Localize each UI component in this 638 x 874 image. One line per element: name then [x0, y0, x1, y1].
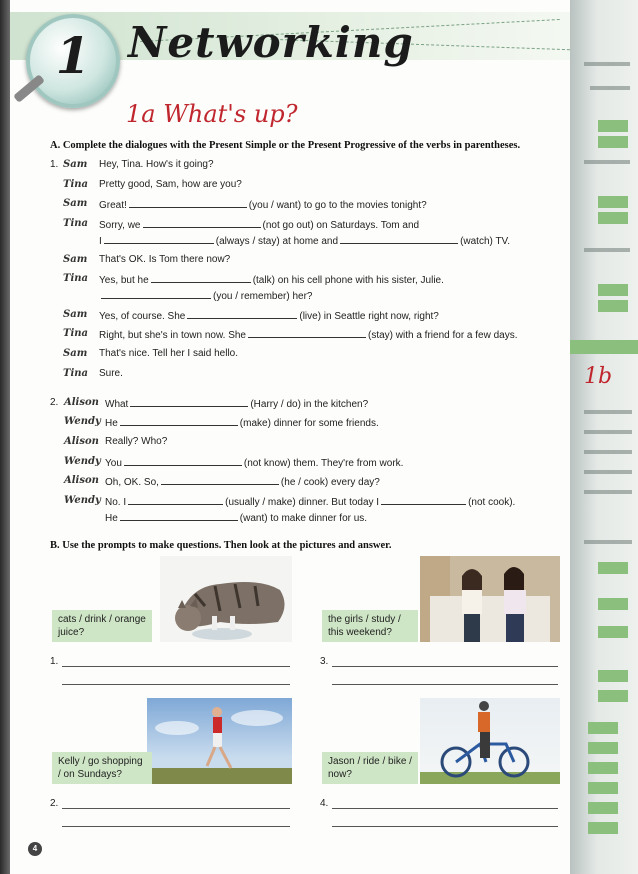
answer-line[interactable] [62, 666, 290, 667]
facing-green-chip [598, 562, 628, 574]
answer-blank[interactable] [143, 218, 261, 228]
speaker: Wendy [64, 416, 101, 427]
facing-green-chip [588, 822, 618, 834]
prompt-label: cats / drink / orange juice? [52, 610, 152, 642]
answer-number: 4. [320, 798, 329, 809]
facing-text-line [584, 62, 630, 66]
answer-line[interactable] [62, 826, 290, 827]
answer-blank[interactable] [120, 511, 238, 521]
dialogue-line: That's OK. Is Tom there now? [99, 254, 231, 265]
facing-green-chip [598, 300, 628, 312]
answer-blank[interactable] [130, 397, 248, 407]
facing-page [570, 0, 638, 874]
dialogue-line: Yes, but he (talk) on his cell phone with his sister, Julie. [99, 275, 444, 286]
answer-blank[interactable] [340, 234, 458, 244]
facing-green-chip [598, 284, 628, 296]
facing-text-line [584, 160, 630, 164]
facing-green-chip [588, 742, 618, 754]
dialogue-line: What (Harry / do) in the kitchen? [105, 399, 369, 410]
answer-line[interactable] [332, 684, 558, 685]
dialogue-line: No. I (usually / make) dinner. But today I (not cook). [105, 497, 516, 508]
lesson-title: 1a What's up? [126, 100, 298, 128]
speaker: Tina [63, 273, 88, 284]
dialogue-line: You (not know) them. They're from work. [105, 458, 404, 469]
dialogue-line: He (make) dinner for some friends. [105, 418, 379, 429]
facing-text-line [584, 450, 632, 454]
answer-line[interactable] [332, 808, 558, 809]
dialogue-line: Pretty good, Sam, how are you? [99, 179, 242, 190]
answer-line[interactable] [62, 808, 290, 809]
answer-line[interactable] [62, 684, 290, 685]
facing-text-line [590, 86, 630, 90]
prompt-label: Jason / ride / bike / now? [322, 752, 418, 784]
dialogue-line: Sorry, we (not go out) on Saturdays. Tom and [99, 220, 420, 231]
answer-blank[interactable] [128, 495, 223, 505]
answer-blank[interactable] [104, 234, 214, 244]
facing-green-chip [598, 690, 628, 702]
answer-blank[interactable] [248, 328, 366, 338]
dialogue-line: Sure. [99, 368, 123, 379]
speaker: Alison [64, 436, 99, 447]
dialogue-number: 2. [50, 397, 59, 408]
answer-number: 3. [320, 656, 329, 667]
dialogue-line: Hey, Tina. How's it going? [99, 159, 214, 170]
section-a-instruction: A. Complete the dialogues with the Present Simple or the Present Progressive of the verbs in parentheses. [50, 140, 521, 151]
answer-blank[interactable] [120, 416, 238, 426]
dialogue-line: Yes, of course. She (live) in Seattle right now, right? [99, 311, 439, 322]
speaker: Tina [63, 218, 88, 229]
jason-picture [420, 698, 560, 784]
girls-picture [420, 556, 560, 642]
book-spine [0, 0, 10, 874]
facing-green-chip [598, 120, 628, 132]
prompt-label: Kelly / go shopping / on Sundays? [52, 752, 152, 784]
facing-green-chip [588, 802, 618, 814]
facing-green-chip [588, 782, 618, 794]
facing-lesson-mark: 1b [584, 364, 613, 389]
answer-line[interactable] [332, 666, 558, 667]
facing-green-chip [598, 136, 628, 148]
dialogue-line: Great! (you / want) to go to the movies tonight? [99, 200, 427, 211]
page-number: 4 [28, 842, 42, 856]
answer-blank[interactable] [129, 198, 247, 208]
answer-blank[interactable] [381, 495, 466, 505]
unit-title: Networking [128, 18, 414, 67]
speaker: Tina [63, 328, 88, 339]
answer-blank[interactable] [161, 475, 279, 485]
facing-green-chip [598, 626, 628, 638]
speaker: Sam [63, 198, 88, 209]
facing-green-chip [588, 762, 618, 774]
facing-text-line [584, 430, 632, 434]
facing-text-line [584, 540, 632, 544]
speaker: Tina [63, 179, 88, 190]
facing-text-line [584, 470, 632, 474]
facing-green-chip [598, 196, 628, 208]
facing-green-band [570, 340, 638, 354]
facing-green-chip [588, 722, 618, 734]
answer-blank[interactable] [151, 273, 251, 283]
workbook-page [10, 0, 570, 874]
speaker: Sam [63, 159, 88, 170]
unit-number: 1 [55, 26, 91, 85]
dialogue-line: Right, but she's in town now. She (stay) with a friend for a few days. [99, 330, 518, 341]
dialogue-line: I (always / stay) at home and (watch) TV. [99, 236, 511, 247]
answer-blank[interactable] [187, 309, 297, 319]
answer-blank[interactable] [101, 289, 211, 299]
answer-blank[interactable] [124, 456, 242, 466]
prompt-label: the girls / study / this weekend? [322, 610, 418, 642]
unit-number-badge [26, 14, 120, 108]
speaker: Alison [64, 475, 99, 486]
facing-green-chip [598, 670, 628, 682]
dialogue-line: Really? Who? [105, 436, 168, 447]
speaker: Wendy [64, 495, 101, 506]
speaker: Alison [64, 397, 99, 408]
dialogue-line: He (want) to make dinner for us. [105, 513, 368, 524]
facing-text-line [584, 248, 630, 252]
dialogue-line: (you / remember) her? [99, 289, 312, 302]
kelly-picture [147, 698, 292, 784]
answer-line[interactable] [332, 826, 558, 827]
speaker: Sam [63, 309, 88, 320]
facing-text-line [584, 410, 632, 414]
answer-number: 1. [50, 656, 59, 667]
speaker: Wendy [64, 456, 101, 467]
speaker: Sam [63, 254, 88, 265]
dialogue-line: That's nice. Tell her I said hello. [99, 348, 239, 359]
speaker: Sam [63, 348, 88, 359]
facing-text-line [584, 490, 632, 494]
dialogue-line: Oh, OK. So, (he / cook) every day? [105, 477, 380, 488]
speaker: Tina [63, 368, 88, 379]
answer-number: 2. [50, 798, 59, 809]
section-b-instruction: B. Use the prompts to make questions. Then look at the pictures and answer. [50, 540, 392, 551]
dialogue-number: 1. [50, 159, 59, 170]
cat-picture [160, 556, 292, 642]
facing-green-chip [598, 212, 628, 224]
facing-green-chip [598, 598, 628, 610]
